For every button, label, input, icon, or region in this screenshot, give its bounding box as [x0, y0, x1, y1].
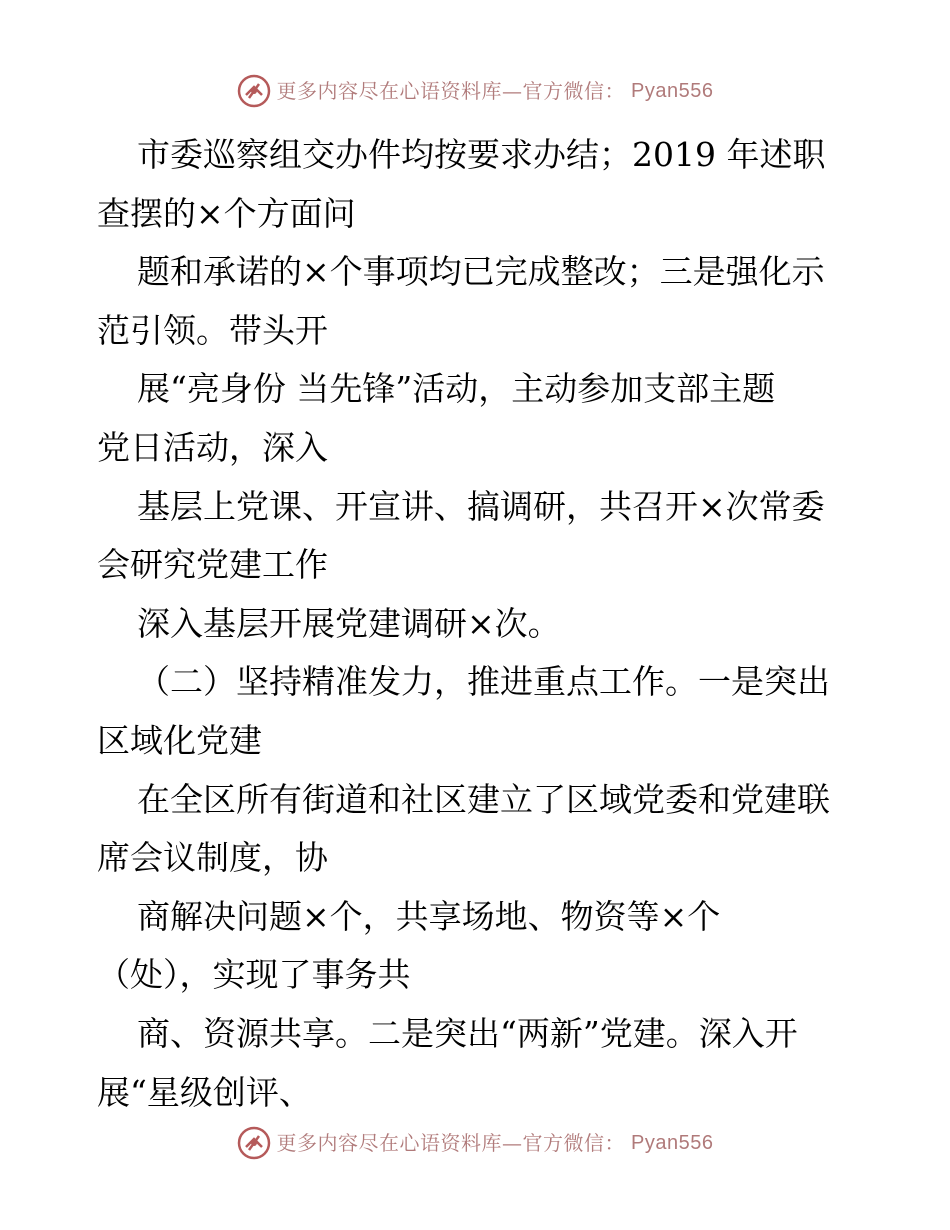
text-line: 区域化党建 — [97, 720, 262, 760]
text-line: 在全区所有街道和社区建立了区域党委和党建联 — [137, 779, 830, 819]
footer-banner-text: 更多内容尽在心语资料库—官方微信： — [276, 1131, 626, 1155]
text-line: 席会议制度，协 — [97, 838, 328, 878]
text-line: 题和承诺的×个事项均已完成整改；三是强化示 — [137, 252, 825, 292]
body-text — [97, 126, 857, 1122]
text-line: 商解决问题×个，共享场地、物资等×个 — [137, 896, 721, 936]
text-line: 商、资源共享。二是突出“两新”党建。深入开 — [137, 1013, 798, 1053]
page-header-banner — [0, 74, 950, 108]
page-footer-banner — [0, 1126, 950, 1160]
text-line: 市委巡察组交办件均按要求办结；2019 年述职 — [137, 135, 826, 174]
header-banner-text: 更多内容尽在心语资料库—官方微信： — [276, 79, 626, 103]
text-line: 查摆的×个方面问 — [97, 193, 356, 233]
text-line: 党日活动，深入 — [97, 427, 328, 467]
text-line: （二）坚持精准发力，推进重点工作。一是突出 — [137, 662, 830, 702]
text-line: 展“亮身份 当先锋”活动，主动参加支部主题 — [137, 369, 776, 409]
text-line: 会研究党建工作 — [97, 545, 328, 585]
footer-wechat-handle: Pyan556 — [631, 1132, 714, 1154]
header-wechat-handle: Pyan556 — [631, 80, 714, 102]
text-line: 基层上党课、开宣讲、搞调研，共召开×次常委 — [137, 486, 825, 526]
book-quill-logo-icon — [237, 1126, 271, 1160]
text-line: （处），实现了事务共 — [97, 955, 411, 995]
text-line: 范引领。带头开 — [97, 310, 328, 350]
text-line: 深入基层开展党建调研×次。 — [137, 603, 561, 643]
book-quill-logo-icon — [237, 74, 271, 108]
text-line: 展“星级创评、 — [97, 1072, 312, 1112]
